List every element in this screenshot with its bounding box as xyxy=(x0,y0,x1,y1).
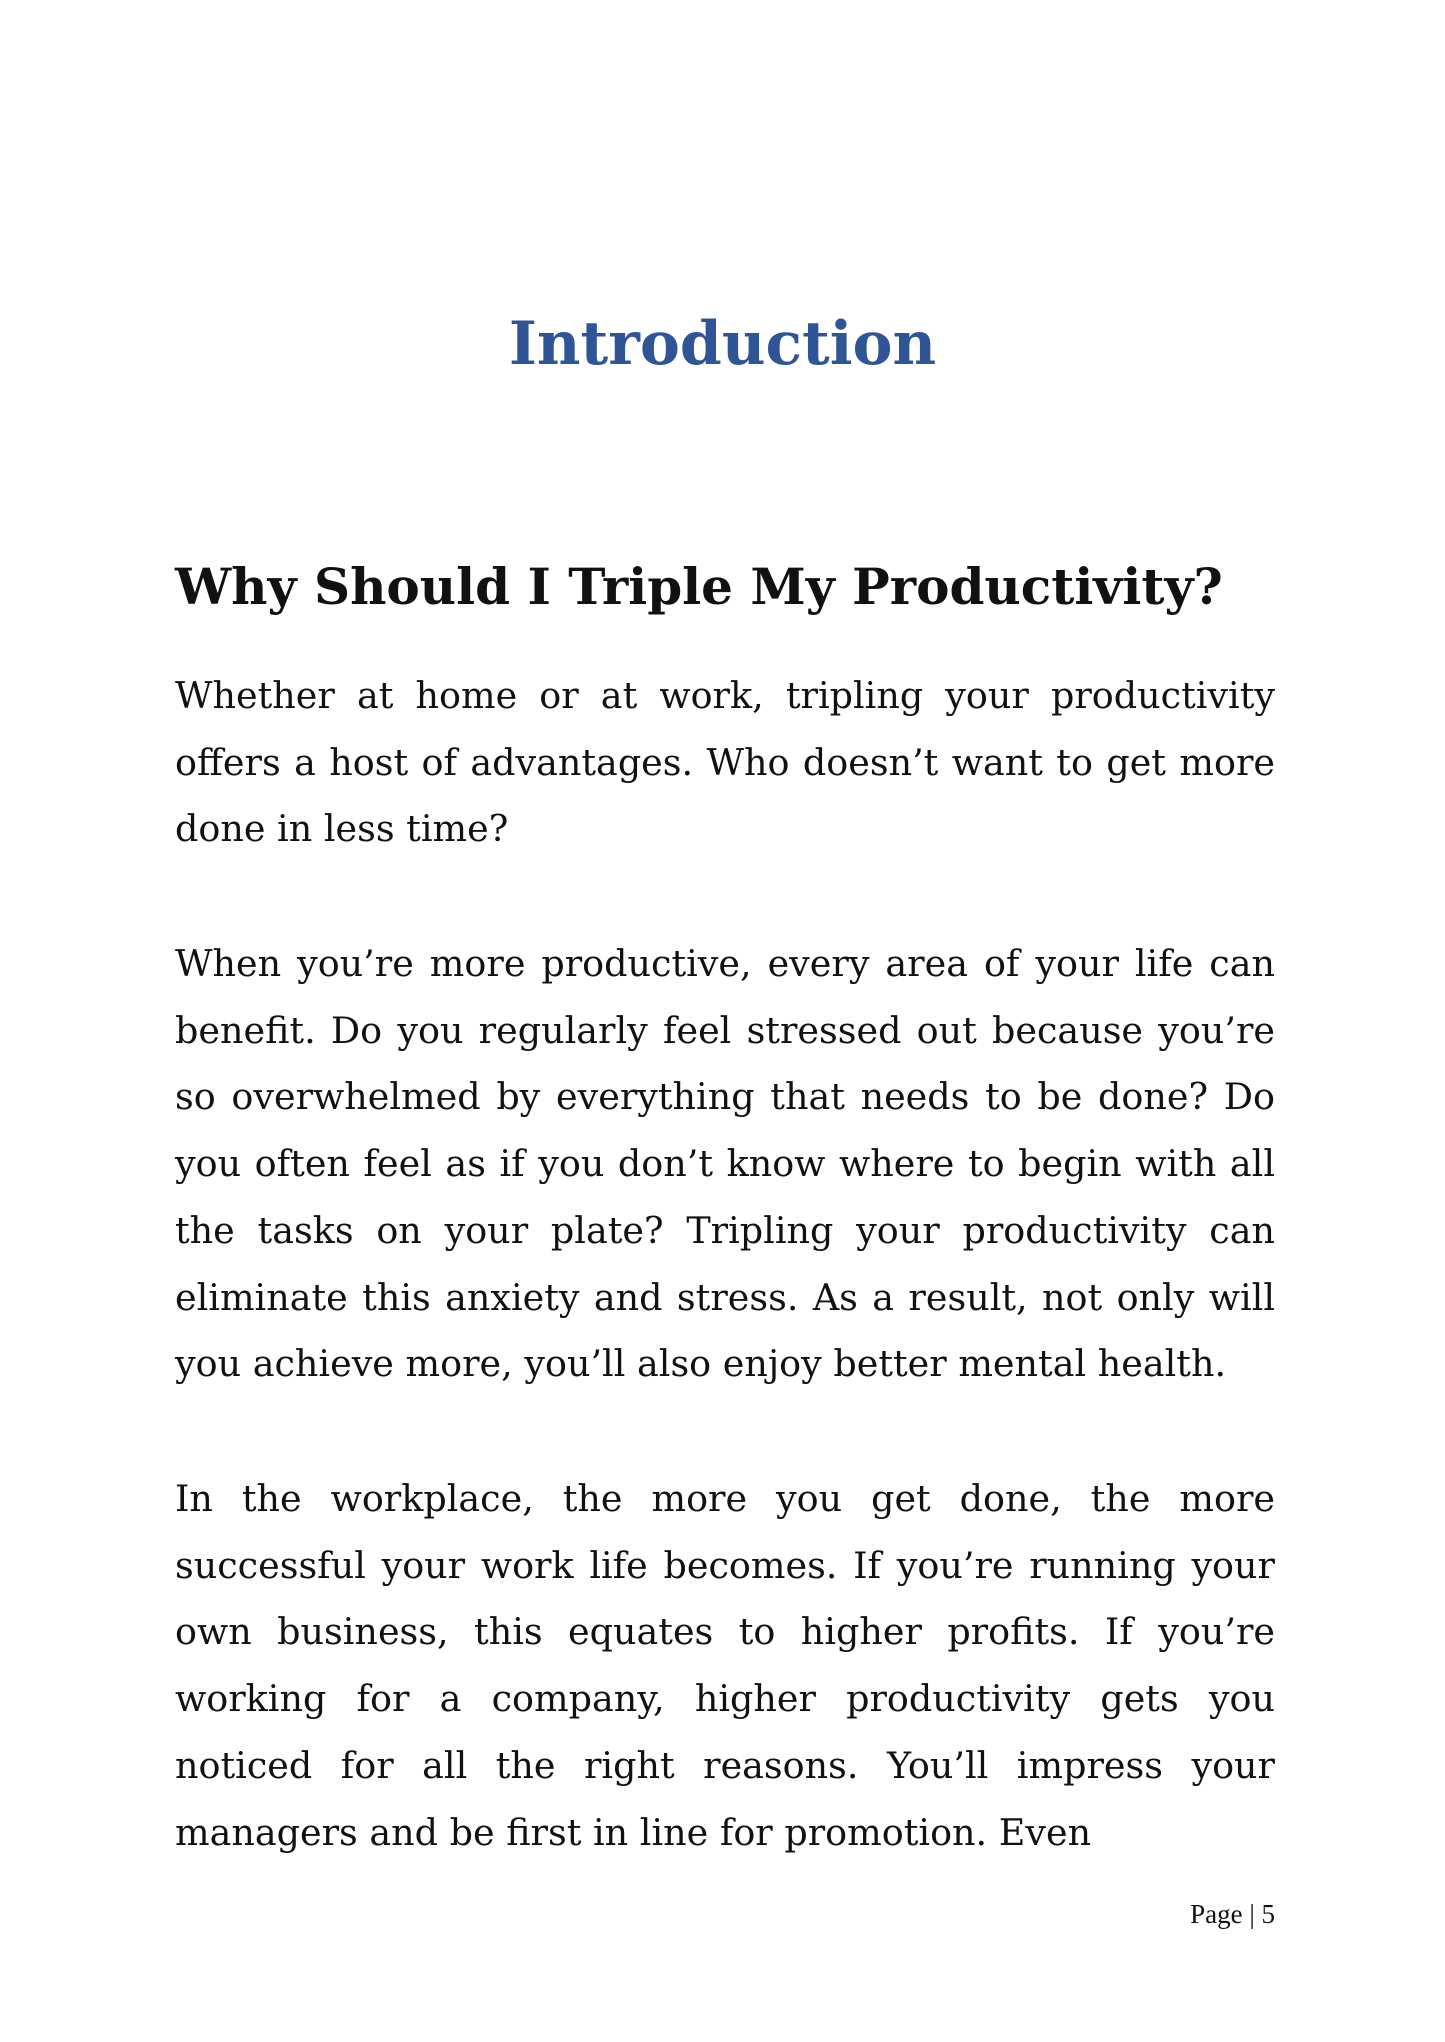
paragraph-3: In the workplace, the more you get done, the more successful your work life becomes. If you’re running your own business, this equates to higher profits. If you’re working for a company, higher productivity gets you noticed for all the right reasons. You’ll impress your managers and be first in line for promotion. Even xyxy=(175,1477,1275,1854)
page-number: Page | 5 xyxy=(1190,1899,1275,1929)
section-heading: Why Should I Triple My Productivity? xyxy=(175,556,1223,616)
page-title: Introduction xyxy=(508,309,937,380)
paragraph-2: When you’re more productive, every area of your life can benefit. Do you regularly feel stressed out because you’re so overwhelmed by everything that needs to be done? Do you often feel as if you don’t know where to begin with all the tasks on your plate? Tripling your productivity can eliminate this anxiety and stress. As a result, not only will you achieve more, you’ll also enjoy better mental health. xyxy=(175,942,1275,1386)
paragraph-1: Whether at home or at work, tripling your productivity offers a host of advantages. Who doesn’t want to get more done in less time? xyxy=(175,674,1275,851)
